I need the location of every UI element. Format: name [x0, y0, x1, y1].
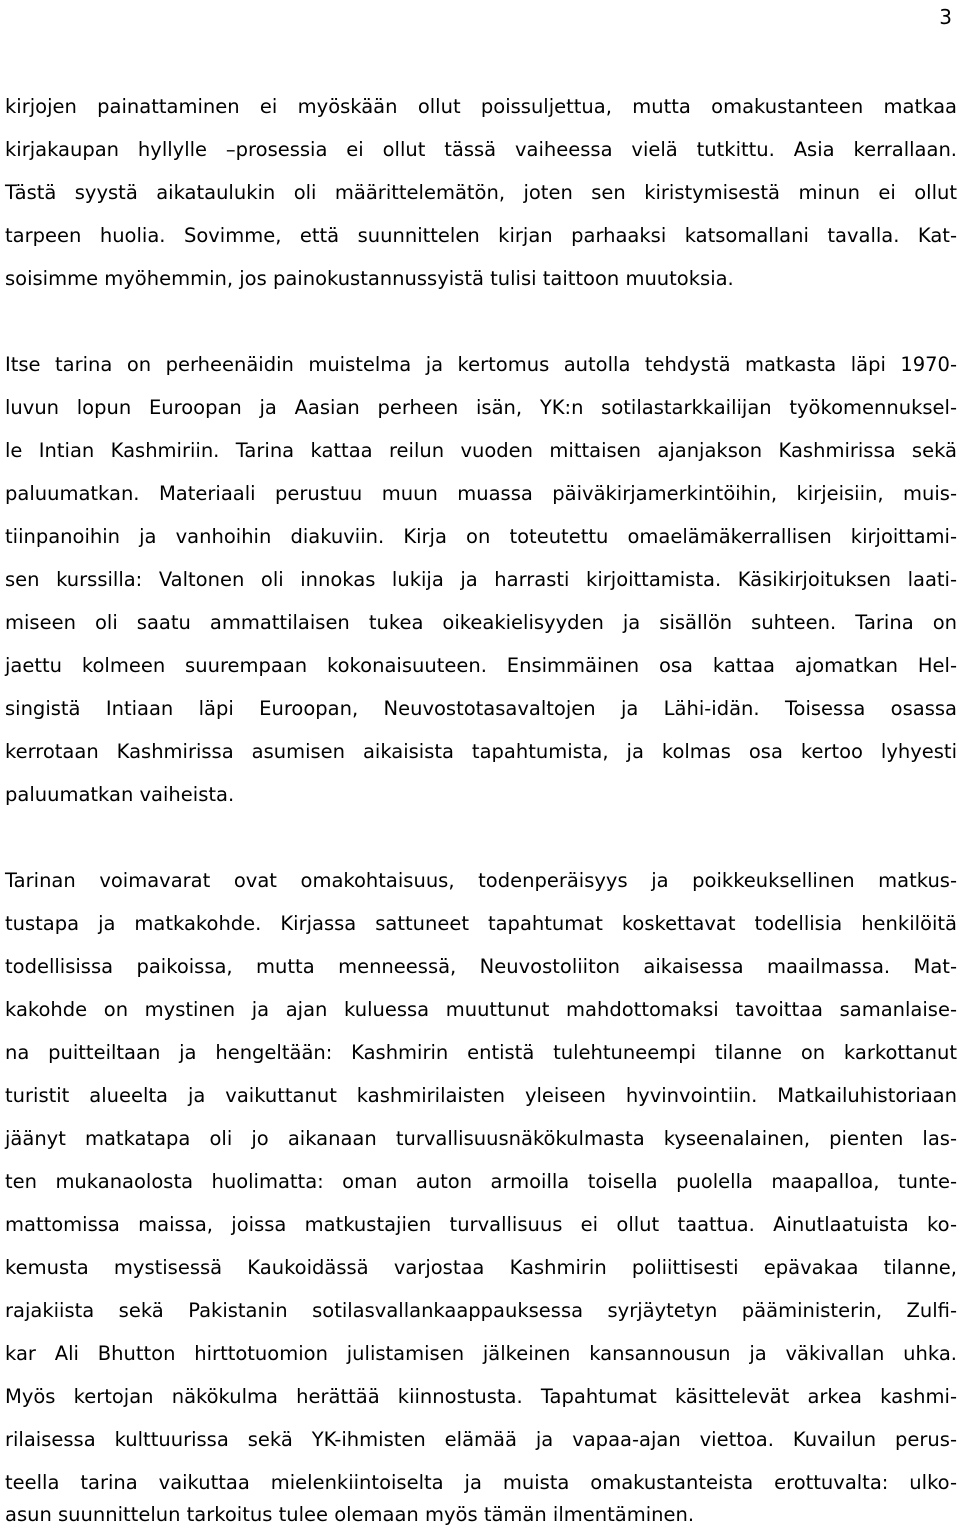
paragraph-2-line-10: kerrotaan Kashmirissa asumisen aikaisista tapahtumista, ja kolmas osa kertoo lyhyesti: [5, 740, 957, 763]
paragraph-3-line-4: kakohde on mystinen ja ajan kuluessa muuttunut mahdottomaksi tavoittaa samanlaise-: [5, 998, 957, 1021]
paragraph-2-line-11: paluumatkan vaiheista.: [5, 783, 235, 806]
paragraph-3-line-12: kar Ali Bhutton hirttotuomion julistamisen jälkeinen kansannousun ja väkivallan uhka.: [5, 1342, 957, 1365]
paragraph-2-line-6: sen kurssilla: Valtonen oli innokas lukija ja harrasti kirjoittamista. Käsikirjoituksen laati-: [5, 568, 957, 591]
paragraph-3-line-16: asun suunnittelun tarkoitus tulee olemaan myös tämän ilmentäminen.: [5, 1503, 695, 1526]
paragraph-2-line-4: paluumatkan. Materiaali perustuu muun muassa päiväkirjamerkintöihin, kirjeisiin, muis-: [5, 482, 957, 505]
paragraph-3-line-11: rajakiista sekä Pakistanin sotilasvallankaappauksessa syrjäytetyn pääministerin, Zulfi-: [5, 1299, 957, 1322]
paragraph-3-line-15: teella tarina vaikuttaa mielenkiintoiselta ja muista omakustanteista erottuvalta: ulko-: [5, 1471, 957, 1494]
paragraph-3-line-5: na puitteiltaan ja hengeltään: Kashmirin entistä tulehtuneempi tilanne on karkottanut: [5, 1041, 957, 1064]
paragraph-1-line-3: Tästä syystä aikataulukin oli määrittelemätön, joten sen kiristymisestä minun ei ollut: [5, 181, 957, 204]
paragraph-2-line-5: tiinpanoihin ja vanhoihin diakuviin. Kirja on toteutettu omaelämäkerrallisen kirjoittami-: [5, 525, 957, 548]
paragraph-3-line-1: Tarinan voimavarat ovat omakohtaisuus, todenperäisyys ja poikkeuksellinen matkus-: [5, 869, 957, 892]
paragraph-3-line-2: tustapa ja matkakohde. Kirjassa sattuneet tapahtumat koskettavat todellisia henkilöitä: [5, 912, 957, 935]
paragraph-3-line-8: ten mukanaolosta huolimatta: oman auton armoilla toisella puolella maapalloa, tunte-: [5, 1170, 957, 1193]
paragraph-2-line-1: Itse tarina on perheenäidin muistelma ja kertomus autolla tehdystä matkasta läpi 1970-: [5, 353, 957, 376]
paragraph-1-line-1: kirjojen painattaminen ei myöskään ollut poissuljettua, mutta omakustanteen matkaa: [5, 95, 957, 118]
paragraph-2-line-2: luvun lopun Euroopan ja Aasian perheen isän, YK:n sotilastarkkailijan työkomennuksel-: [5, 396, 957, 419]
paragraph-1-line-2: kirjakaupan hyllylle –prosessia ei ollut tässä vaiheessa vielä tutkittu. Asia kerrallaan.: [5, 138, 957, 161]
paragraph-2-line-3: le Intian Kashmiriin. Tarina kattaa reilun vuoden mittaisen ajanjakson Kashmirissa sekä: [5, 439, 957, 462]
paragraph-2-line-7: miseen oli saatu ammattilaisen tukea oikeakielisyyden ja sisällön suhteen. Tarina on: [5, 611, 957, 634]
page-number: 3: [939, 5, 952, 29]
paragraph-3-line-3: todellisissa paikoissa, mutta menneessä, Neuvostoliiton aikaisessa maailmassa. Mat-: [5, 955, 957, 978]
paragraph-1-line-4: tarpeen huolia. Sovimme, että suunnittelen kirjan parhaaksi katsomallani tavalla. Kat-: [5, 224, 957, 247]
paragraph-2-line-8: jaettu kolmeen suurempaan kokonaisuuteen. Ensimmäinen osa kattaa ajomatkan Hel-: [5, 654, 957, 677]
paragraph-3-line-7: jäänyt matkatapa oli jo aikanaan turvallisuusnäkökulmasta kyseenalainen, pienten las-: [5, 1127, 957, 1150]
paragraph-3-line-10: kemusta mystisessä Kaukoidässä varjostaa Kashmirin poliittisesti epävakaa tilanne,: [5, 1256, 957, 1279]
paragraph-3-line-14: rilaisessa kulttuurissa sekä YK-ihmisten elämää ja vapaa-ajan viettoa. Kuvailun perus-: [5, 1428, 957, 1451]
paragraph-2-line-9: singistä Intiaan läpi Euroopan, Neuvostotasavaltojen ja Lähi-idän. Toisessa osassa: [5, 697, 957, 720]
paragraph-3-line-6: turistit alueelta ja vaikuttanut kashmirilaisten yleiseen hyvinvointiin. Matkailuhistoriaan: [5, 1084, 957, 1107]
paragraph-3-line-13: Myös kertojan näkökulma herättää kiinnostusta. Tapahtumat käsittelevät arkea kashmi-: [5, 1385, 957, 1408]
paragraph-1-line-5: soisimme myöhemmin, jos painokustannussyistä tulisi taittoon muutoksia.: [5, 267, 734, 290]
paragraph-3-line-9: mattomissa maissa, joissa matkustajien turvallisuus ei ollut taattua. Ainutlaatuista ko-: [5, 1213, 957, 1236]
